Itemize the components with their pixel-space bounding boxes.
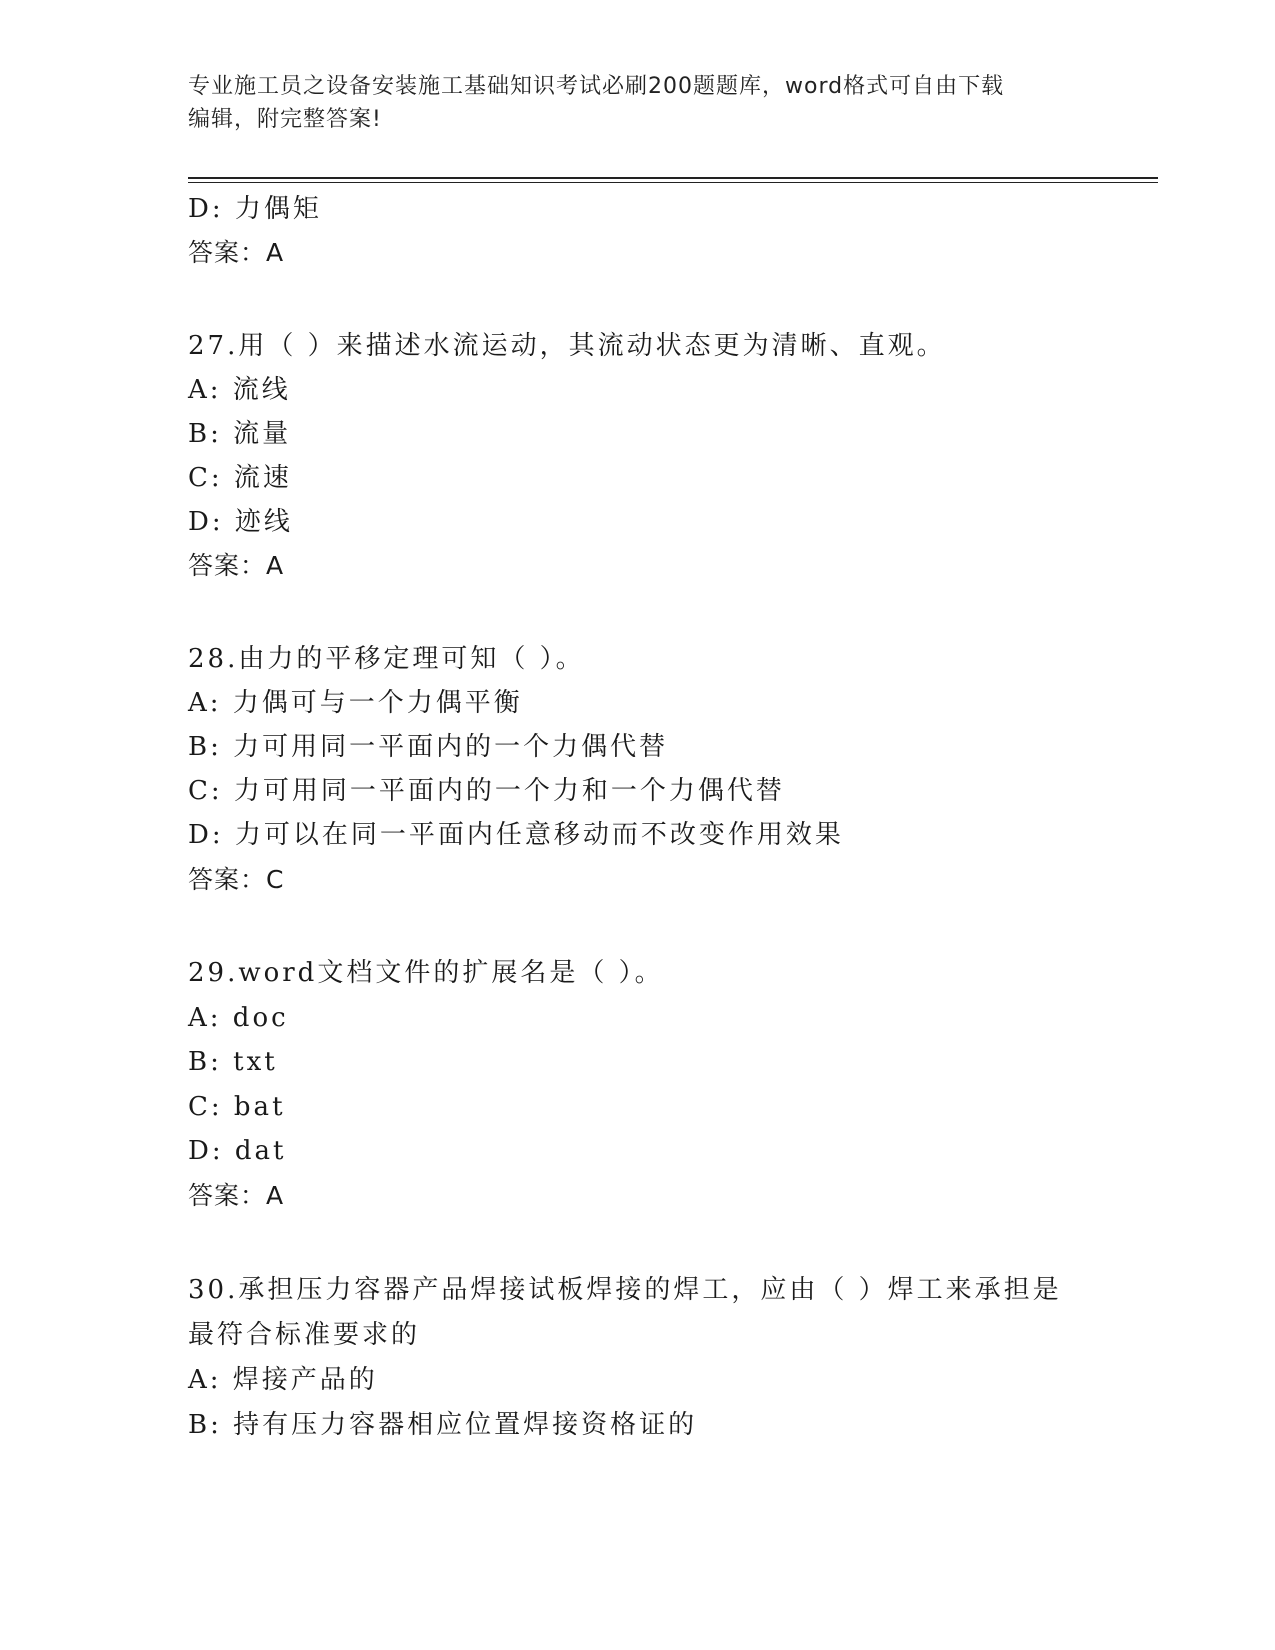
q29-option-c: C: bat	[188, 1092, 286, 1122]
q30-option-b: B: 持有压力容器相应位置焊接资格证的	[188, 1410, 698, 1440]
header-line-1: 专业施工员之设备安装施工基础知识考试必刷200题题库，word格式可自由下载	[188, 74, 1005, 99]
q28-stem: 28.由力的平移定理可知（ ）。	[188, 644, 585, 674]
q27-option-d: D: 迹线	[188, 507, 293, 537]
q26-option-d: D: 力偶矩	[188, 194, 322, 224]
q26-answer: 答案：A	[188, 238, 285, 267]
q27-option-b: B: 流量	[188, 419, 292, 449]
q30-stem-line-2: 最符合标准要求的	[188, 1320, 421, 1350]
header-divider-thick	[188, 177, 1158, 179]
q28-option-b: B: 力可用同一平面内的一个力偶代替	[188, 732, 669, 762]
q28-option-a: A: 力偶可与一个力偶平衡	[188, 688, 523, 718]
q29-answer: 答案：A	[188, 1181, 285, 1210]
q28-option-c: C: 力可用同一平面内的一个力和一个力偶代替	[188, 776, 785, 806]
q30-stem-line-1: 30.承担压力容器产品焊接试板焊接的焊工，应由（ ）焊工来承担是	[188, 1275, 1062, 1305]
q29-option-d: D: dat	[188, 1136, 287, 1166]
q28-option-d: D: 力可以在同一平面内任意移动而不改变作用效果	[188, 820, 844, 850]
q27-option-c: C: 流速	[188, 463, 292, 493]
q30-option-a: A: 焊接产品的	[188, 1365, 378, 1395]
q27-option-a: A: 流线	[188, 375, 291, 405]
q27-answer: 答案：A	[188, 551, 285, 580]
page-header	[188, 70, 1088, 136]
header-divider-thin	[188, 182, 1158, 183]
q29-option-b: B: txt	[188, 1047, 278, 1077]
q28-answer: 答案：C	[188, 865, 285, 894]
header-line-2: 编辑，附完整答案!	[188, 107, 382, 132]
q27-stem: 27.用（ ）来描述水流运动，其流动状态更为清晰、直观。	[188, 331, 946, 361]
q29-stem: 29.word文档文件的扩展名是（ ）。	[188, 958, 664, 988]
q29-option-a: A: doc	[188, 1003, 289, 1033]
